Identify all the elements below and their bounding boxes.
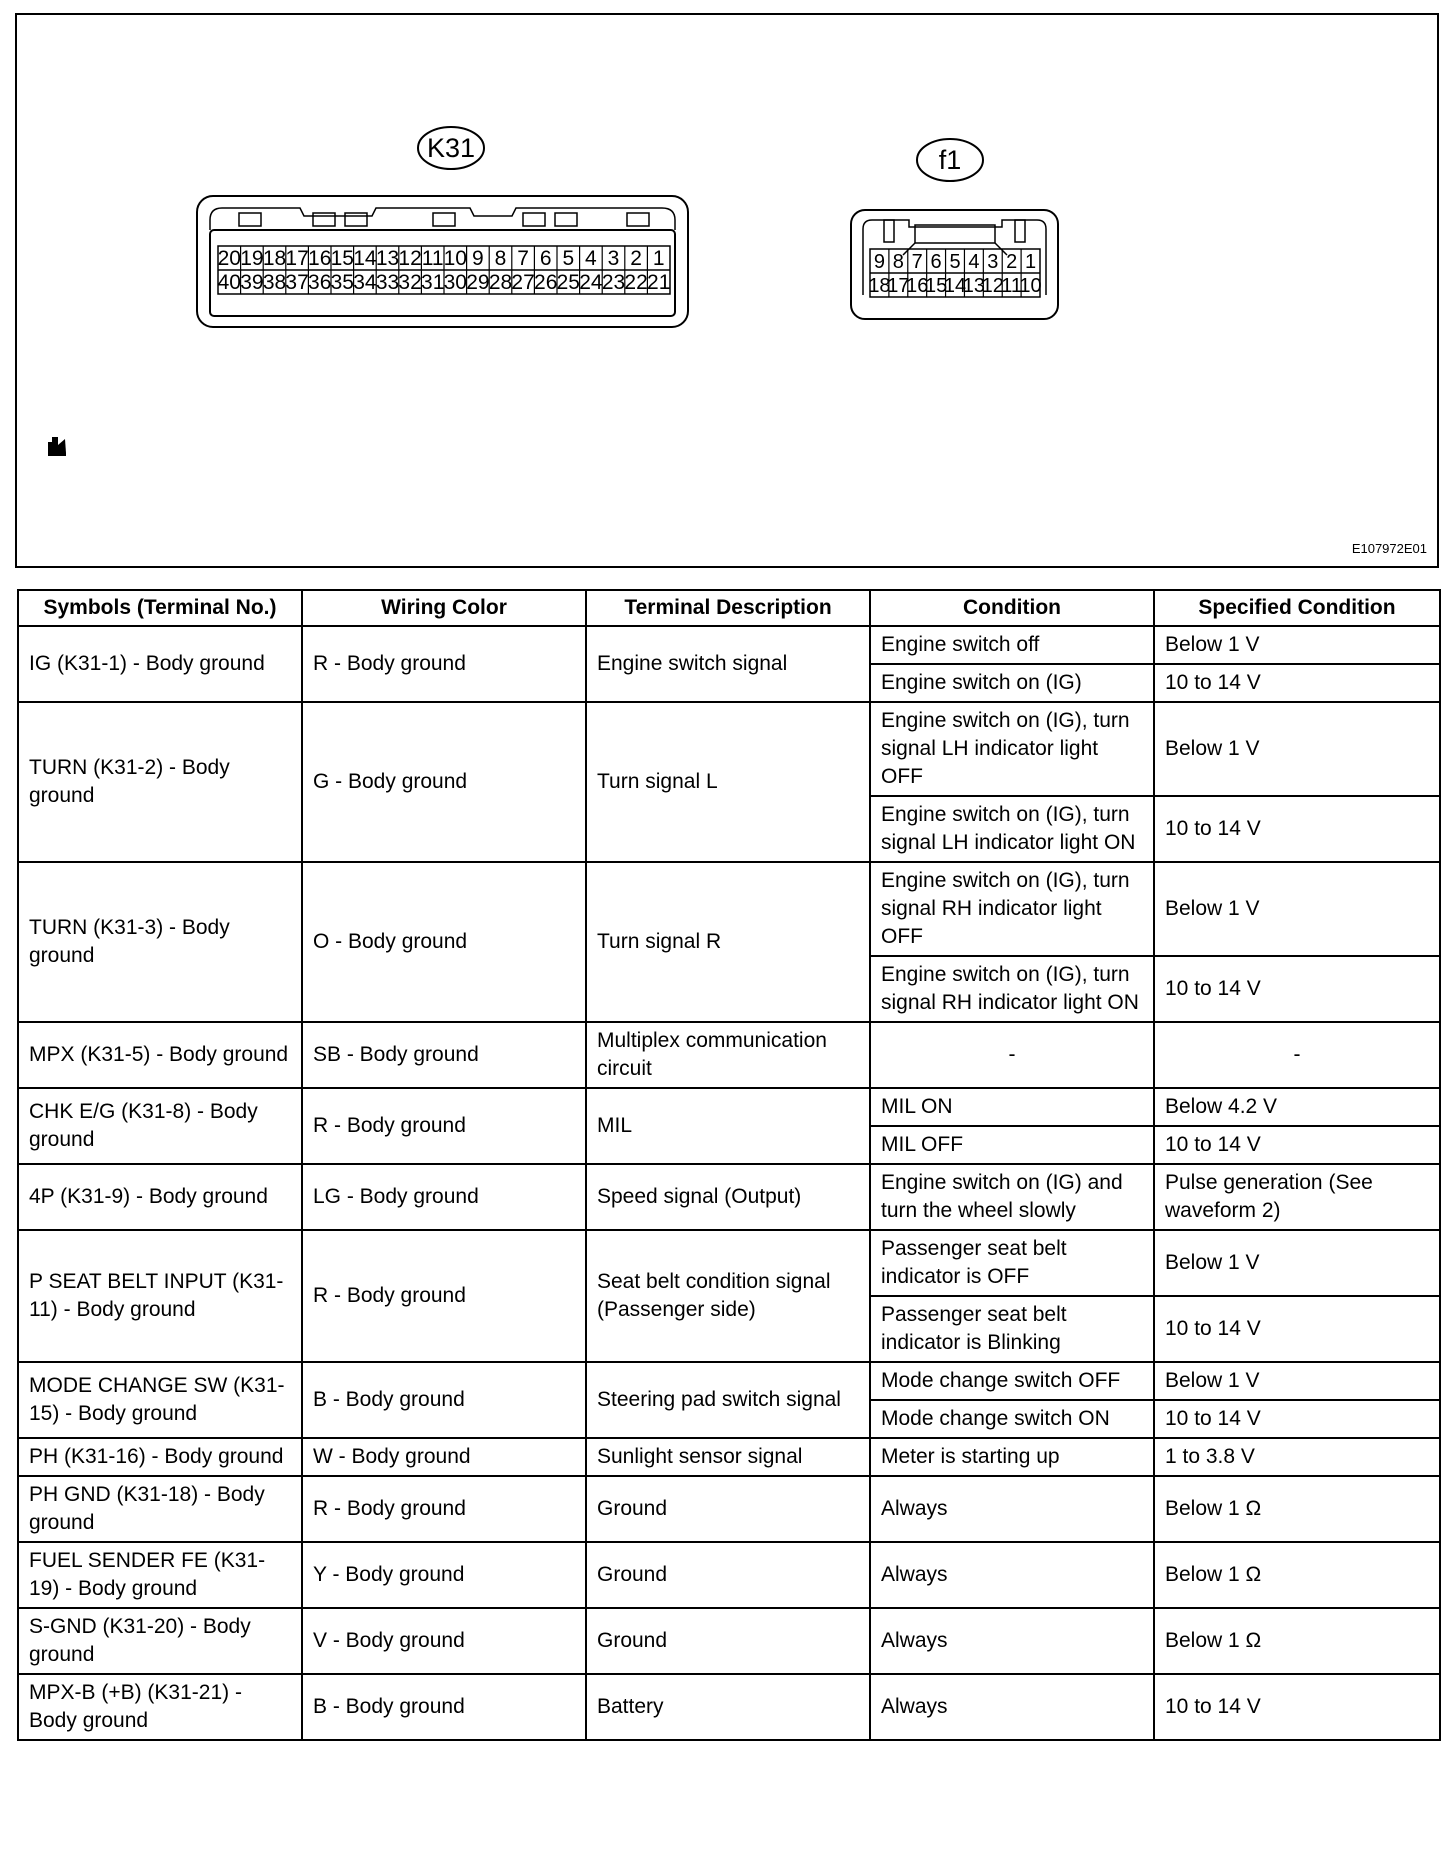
pin-number: 10 [1019, 275, 1042, 297]
pin-number: 13 [375, 247, 400, 270]
pin-number: 18 [262, 247, 287, 270]
wiring-color-cell: LG - Body ground [302, 1164, 586, 1230]
specified-condition-cell: 1 to 3.8 V [1154, 1438, 1440, 1476]
pin-number: 15 [924, 275, 948, 297]
f1-connector [851, 210, 1058, 319]
wiring-color-cell: W - Body ground [302, 1438, 586, 1476]
specified-condition-cell: Below 1 Ω [1154, 1542, 1440, 1608]
pin-number: 11 [1001, 275, 1023, 297]
pin-number: 24 [579, 271, 603, 294]
pin-number: 10 [443, 247, 467, 270]
specified-condition-cell: Pulse generation (See waveform 2) [1154, 1164, 1440, 1230]
specified-condition-cell: Below 1 Ω [1154, 1608, 1440, 1674]
wiring-color-cell: V - Body ground [302, 1608, 586, 1674]
condition-cell: MIL OFF [870, 1126, 1154, 1164]
condition-cell: Passenger seat belt indicator is Blinking [870, 1296, 1154, 1362]
header-condition: Condition [870, 590, 1154, 626]
pin-number: 28 [488, 271, 513, 294]
symbol-cell: TURN (K31-3) - Body ground [18, 862, 302, 1022]
specified-condition-cell: Below 1 V [1154, 1362, 1440, 1400]
pin-number: 1 [652, 247, 665, 270]
symbol-cell: CHK E/G (K31-8) - Body ground [18, 1088, 302, 1164]
pin-number: 11 [421, 247, 444, 270]
specified-condition-cell: 10 to 14 V [1154, 1400, 1440, 1438]
table-row [18, 702, 1440, 796]
symbol-cell: PH GND (K31-18) - Body ground [18, 1476, 302, 1542]
terminal-description-cell: Turn signal L [586, 702, 870, 862]
condition-cell: Passenger seat belt indicator is OFF [870, 1230, 1154, 1296]
wiring-color-cell: SB - Body ground [302, 1022, 586, 1088]
condition-cell: Engine switch on (IG), turn signal RH indicator light ON [870, 956, 1154, 1022]
condition-cell: Always [870, 1608, 1154, 1674]
wiring-color-cell: R - Body ground [302, 1088, 586, 1164]
header-specified-condition: Specified Condition [1154, 590, 1440, 626]
condition-cell: Engine switch on (IG) and turn the wheel slowly [870, 1164, 1154, 1230]
wiring-color-cell: O - Body ground [302, 862, 586, 1022]
pin-number: 36 [308, 271, 332, 294]
pin-number: 26 [534, 271, 558, 294]
pin-number: 35 [330, 271, 354, 294]
specified-condition-cell: 10 to 14 V [1154, 956, 1440, 1022]
pin-number: 7 [911, 251, 923, 273]
pin-number: 33 [375, 271, 400, 294]
specified-condition-cell: Below 1 V [1154, 626, 1440, 664]
pin-number: 6 [539, 247, 552, 270]
pin-number: 18 [868, 275, 891, 297]
pin-number: 5 [562, 247, 575, 270]
wiring-color-cell: G - Body ground [302, 702, 586, 862]
k31-connector [197, 196, 688, 327]
f1-label: f1 [938, 145, 962, 175]
pin-number: 16 [906, 275, 929, 297]
pin-number: 14 [943, 275, 967, 297]
header-terminal-description: Terminal Description [586, 590, 870, 626]
symbol-cell: IG (K31-1) - Body ground [18, 626, 302, 702]
table-row [18, 1438, 1440, 1476]
pin-number: 38 [262, 271, 287, 294]
pin-number: 30 [443, 271, 467, 294]
symbol-cell: MPX (K31-5) - Body ground [18, 1022, 302, 1088]
terminal-description-cell: Multiplex communication circuit [586, 1022, 870, 1088]
pin-number: 37 [285, 271, 309, 294]
pin-number: 19 [240, 247, 264, 270]
specified-condition-cell: 10 to 14 V [1154, 796, 1440, 862]
wiring-color-cell: R - Body ground [302, 1476, 586, 1542]
condition-cell: Always [870, 1476, 1154, 1542]
table-row [18, 1164, 1440, 1230]
pin-number: 12 [981, 275, 1004, 297]
harness-side-icon [48, 437, 66, 456]
wiring-color-cell: B - Body ground [302, 1362, 586, 1438]
symbol-cell: 4P (K31-9) - Body ground [18, 1164, 302, 1230]
condition-cell: Meter is starting up [870, 1438, 1154, 1476]
wiring-color-cell: B - Body ground [302, 1674, 586, 1740]
pin-number: 21 [647, 271, 671, 294]
table-row [18, 1674, 1440, 1740]
specified-condition-cell: Below 4.2 V [1154, 1088, 1440, 1126]
terminal-description-cell: Steering pad switch signal [586, 1362, 870, 1438]
table-row [18, 1476, 1440, 1542]
table-row [18, 1362, 1440, 1400]
pin-number: 32 [398, 271, 422, 294]
figure-id: E107972E01 [1351, 541, 1427, 556]
condition-cell: Always [870, 1674, 1154, 1740]
pin-number: 29 [466, 271, 490, 294]
symbol-cell: MODE CHANGE SW (K31-15) - Body ground [18, 1362, 302, 1438]
specified-condition-cell: - [1154, 1022, 1440, 1088]
pin-number: 27 [511, 271, 535, 294]
specified-condition-cell: Below 1 V [1154, 702, 1440, 796]
pin-number: 3 [607, 247, 620, 270]
terminal-spec-table [17, 589, 1441, 1741]
specified-condition-cell: Below 1 V [1154, 1230, 1440, 1296]
terminal-description-cell: Ground [586, 1476, 870, 1542]
header-symbols: Symbols (Terminal No.) [18, 590, 302, 626]
pin-number: 25 [556, 271, 580, 294]
condition-cell: Engine switch on (IG), turn signal RH indicator light OFF [870, 862, 1154, 956]
pin-number: 39 [240, 271, 264, 294]
condition-cell: Mode change switch OFF [870, 1362, 1154, 1400]
table-row [18, 1542, 1440, 1608]
table-row [18, 862, 1440, 956]
k31-label: K31 [426, 133, 476, 163]
pin-number: 9 [472, 247, 484, 270]
pin-number: 15 [330, 247, 354, 270]
pin-number: 16 [308, 247, 332, 270]
pin-number: 1 [1024, 251, 1037, 273]
condition-cell: Engine switch on (IG), turn signal LH indicator light OFF [870, 702, 1154, 796]
pin-number: 3 [987, 251, 999, 273]
pin-number: 2 [1006, 251, 1018, 273]
wiring-color-cell: Y - Body ground [302, 1542, 586, 1608]
terminal-description-cell: Turn signal R [586, 862, 870, 1022]
specified-condition-cell: 10 to 14 V [1154, 664, 1440, 702]
symbol-cell: MPX-B (+B) (K31-21) - Body ground [18, 1674, 302, 1740]
condition-cell: MIL ON [870, 1088, 1154, 1126]
pin-number: 40 [217, 271, 241, 294]
terminal-description-cell: Engine switch signal [586, 626, 870, 702]
terminal-description-cell: Seat belt condition signal (Passenger side) [586, 1230, 870, 1362]
specified-condition-cell: Below 1 Ω [1154, 1476, 1440, 1542]
terminal-description-cell: MIL [586, 1088, 870, 1164]
terminal-description-cell: Sunlight sensor signal [586, 1438, 870, 1476]
pin-number: 9 [873, 251, 886, 273]
pin-number: 17 [285, 247, 309, 270]
pin-number: 8 [892, 251, 904, 273]
pin-number: 4 [585, 247, 597, 270]
terminal-description-cell: Ground [586, 1542, 870, 1608]
header-wiring-color: Wiring Color [302, 590, 586, 626]
condition-cell: - [870, 1022, 1154, 1088]
condition-cell: Engine switch on (IG), turn signal LH indicator light ON [870, 796, 1154, 862]
symbol-cell: S-GND (K31-20) - Body ground [18, 1608, 302, 1674]
wiring-color-cell: R - Body ground [302, 1230, 586, 1362]
pin-number: 7 [517, 247, 529, 270]
pin-number: 4 [968, 251, 980, 273]
specified-condition-cell: 10 to 14 V [1154, 1296, 1440, 1362]
symbol-cell: PH (K31-16) - Body ground [18, 1438, 302, 1476]
pin-number: 8 [494, 247, 507, 270]
terminal-description-cell: Battery [586, 1674, 870, 1740]
specified-condition-cell: 10 to 14 V [1154, 1126, 1440, 1164]
pin-number: 12 [398, 247, 422, 270]
specified-condition-cell: 10 to 14 V [1154, 1674, 1440, 1740]
specified-condition-cell: Below 1 V [1154, 862, 1440, 956]
pin-number: 14 [353, 247, 377, 270]
pin-number: 31 [421, 271, 445, 294]
terminal-description-cell: Speed signal (Output) [586, 1164, 870, 1230]
wiring-color-cell: R - Body ground [302, 626, 586, 702]
pin-number: 20 [217, 247, 241, 270]
table-row [18, 1088, 1440, 1126]
table-row [18, 1022, 1440, 1088]
table-row [18, 626, 1440, 664]
pin-number: 2 [630, 247, 642, 270]
terminal-description-cell: Ground [586, 1608, 870, 1674]
table-row [18, 1608, 1440, 1674]
condition-cell: Always [870, 1542, 1154, 1608]
pin-number: 17 [887, 275, 910, 297]
pin-number: 5 [949, 251, 961, 273]
pin-number: 6 [930, 251, 942, 273]
symbol-cell: FUEL SENDER FE (K31-19) - Body ground [18, 1542, 302, 1608]
condition-cell: Engine switch on (IG) [870, 664, 1154, 702]
symbol-cell: P SEAT BELT INPUT (K31-11) - Body ground [18, 1230, 302, 1362]
condition-cell: Mode change switch ON [870, 1400, 1154, 1438]
connector-drawing [17, 15, 1437, 566]
table-row [18, 1230, 1440, 1296]
table-header-row [18, 590, 1440, 626]
symbol-cell: TURN (K31-2) - Body ground [18, 702, 302, 862]
pin-number: 23 [601, 271, 626, 294]
pin-number: 22 [624, 271, 648, 294]
pin-number: 34 [353, 271, 377, 294]
connector-diagram [15, 13, 1439, 568]
pin-number: 13 [962, 275, 986, 297]
condition-cell: Engine switch off [870, 626, 1154, 664]
